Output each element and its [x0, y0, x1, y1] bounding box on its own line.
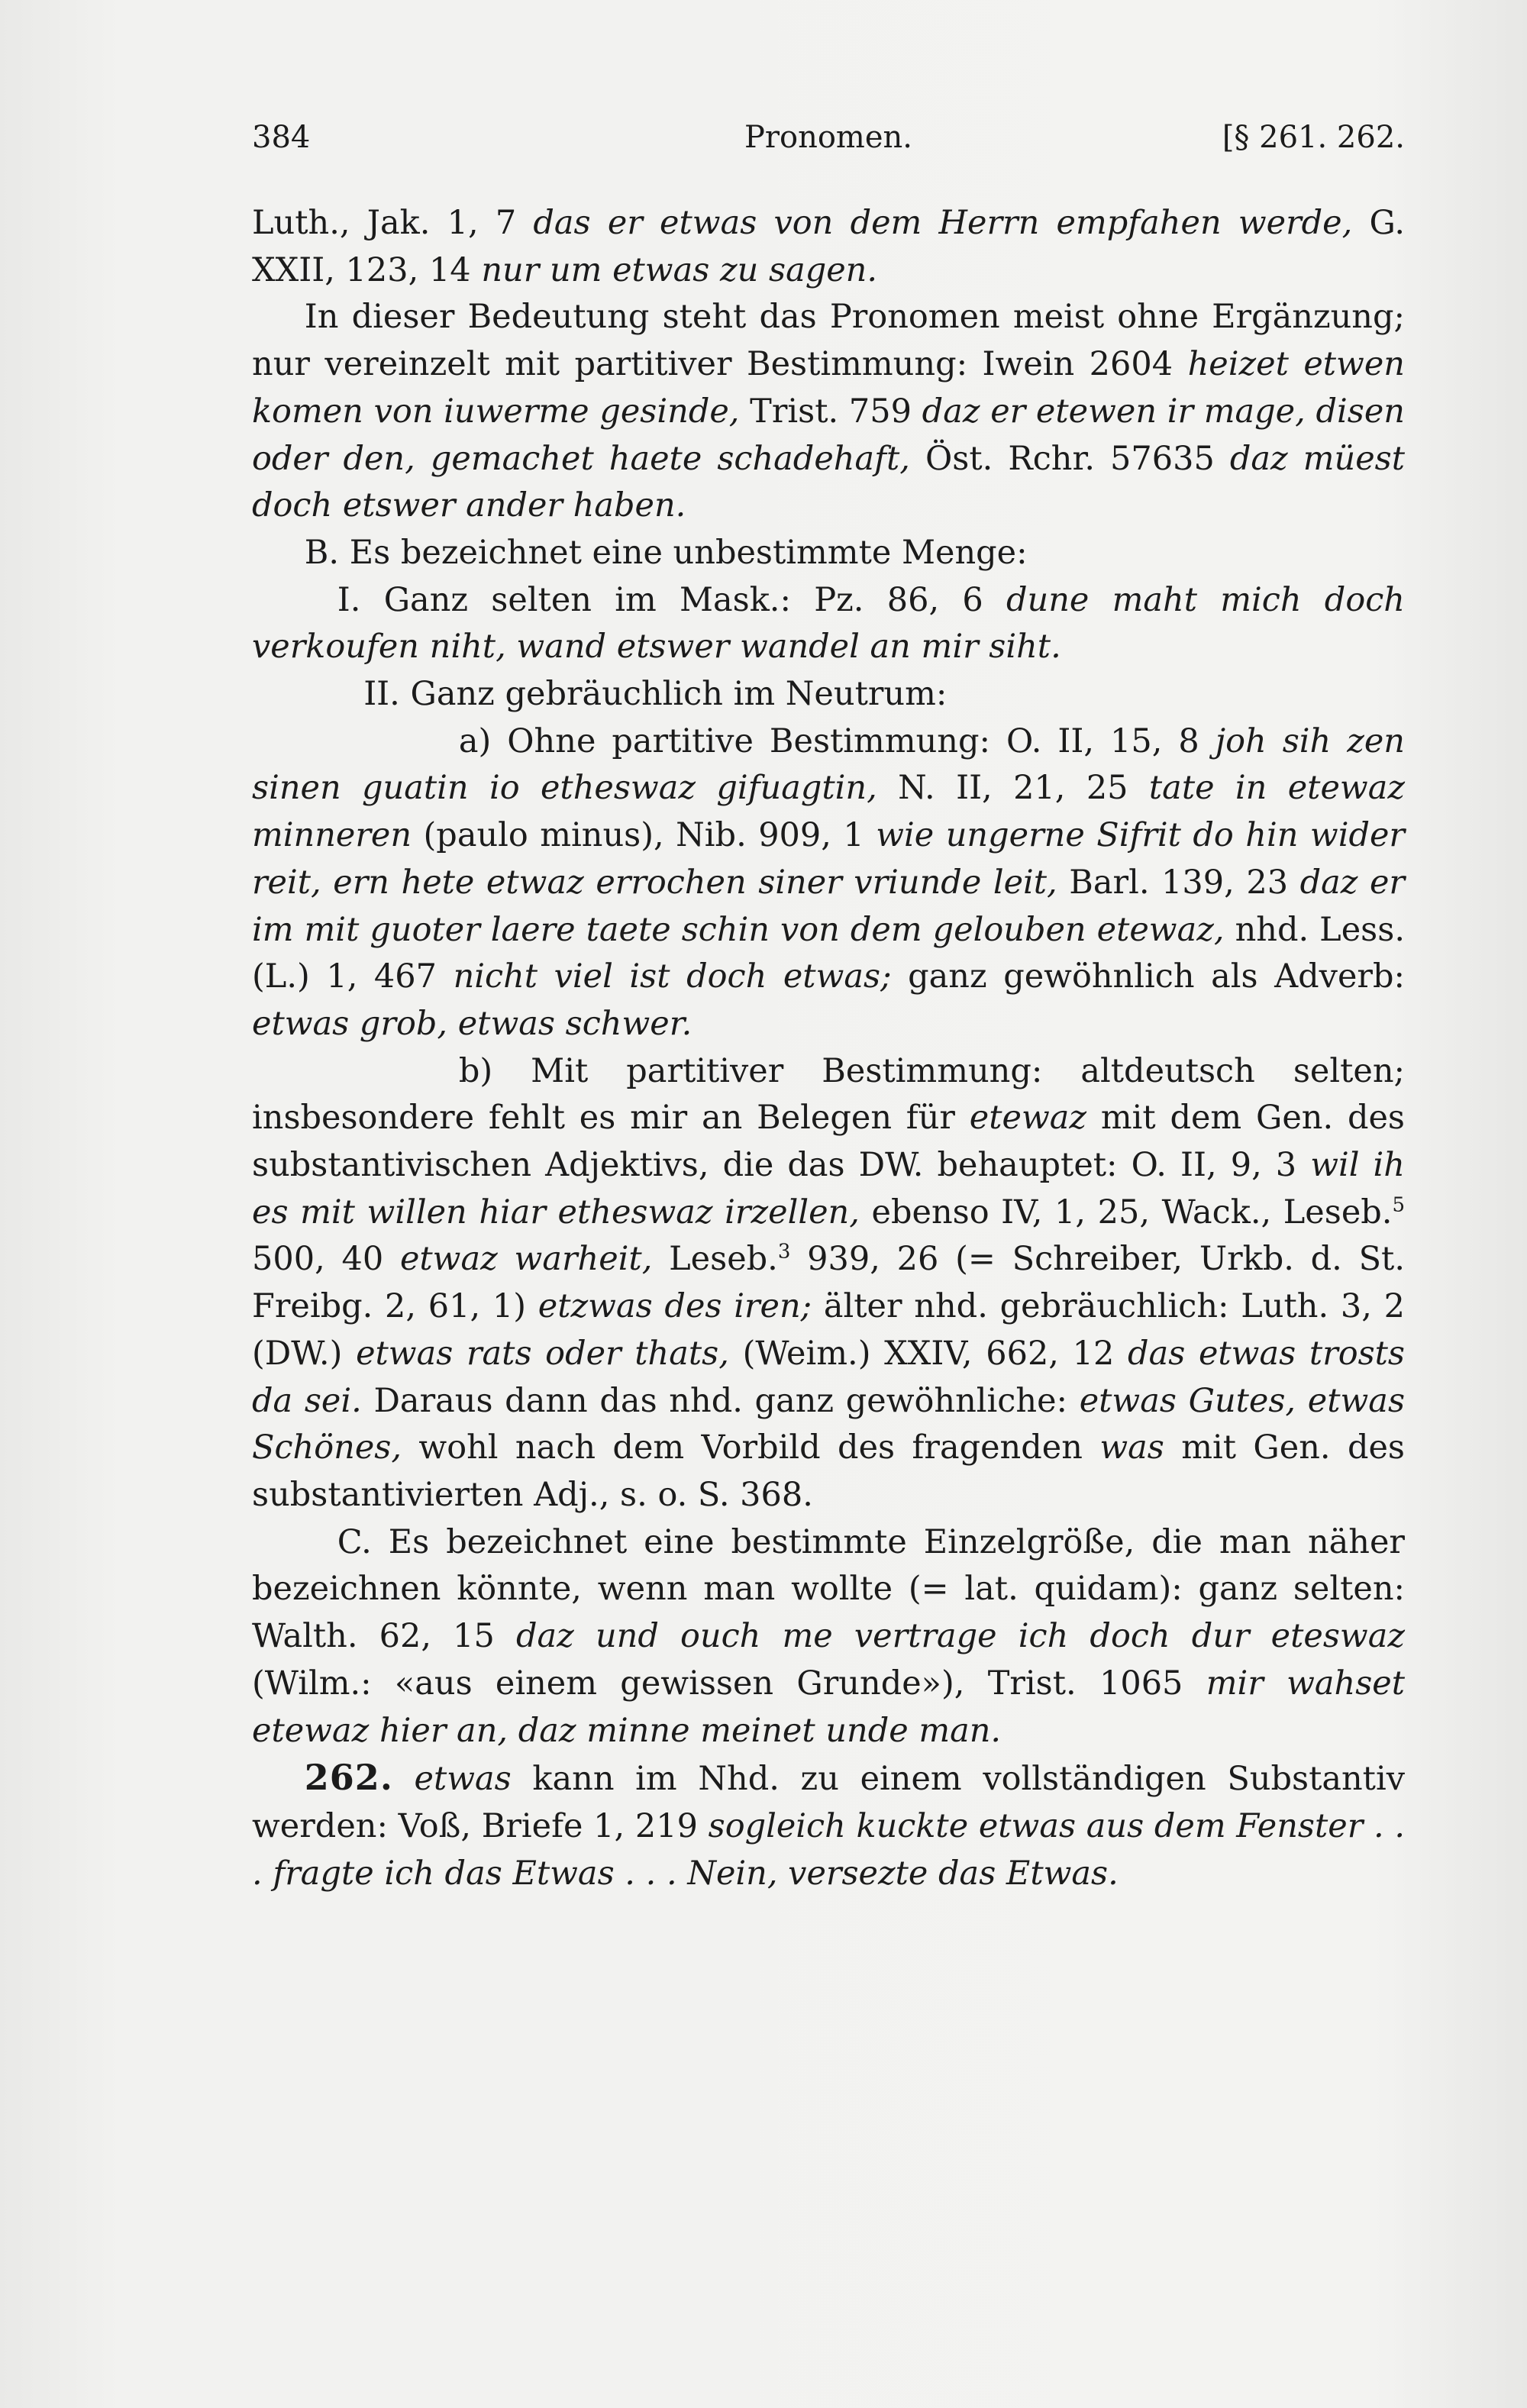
quote-run: was	[1099, 1428, 1164, 1467]
quote-run: wil ih es mit willen hiar etheswaz irzellen,	[252, 1146, 1405, 1231]
text-run: I. Ganz selten im Mask.: Pz. 86, 6	[337, 580, 1006, 619]
text-run: mit dem Gen. des substantivischen Adjektivs, die das DW. behauptet: O. II, 9, 3	[252, 1099, 1405, 1185]
text-run: B. Es bezeichnet eine unbestimmte Menge:	[304, 533, 1028, 572]
text-run: 939, 26 (= Schreiber, Urkb. d. St. Freibg. 2, 61, 1)	[252, 1240, 1405, 1326]
quote-run: das etwas trosts da sei.	[252, 1334, 1405, 1420]
text-run: G. XXII, 123, 14	[252, 204, 1405, 289]
paragraph-mask	[252, 577, 1405, 671]
quote-run: daz und ouch me vertrage ich doch dur eteswaz	[516, 1617, 1405, 1656]
quote-run: heizet etwen komen von iuwerme gesinde,	[252, 345, 1405, 431]
running-header	[252, 115, 1405, 160]
quote-run: mir wahset etewaz hier an, daz minne meinet unde man.	[252, 1664, 1405, 1750]
quote-run: wie ungerne Sifrit do hin wider reit, ern hete etwaz errochen siner vriunde leit,	[252, 816, 1405, 902]
text-run: Luth., Jak. 1, 7	[252, 204, 534, 242]
edition-superscript: 3	[777, 1241, 791, 1264]
text-run: II. Ganz gebräuchlich im Neutrum:	[363, 675, 948, 714]
text-run: Leseb.	[652, 1240, 778, 1279]
edition-superscript: 5	[1392, 1193, 1406, 1217]
running-title: Pronomen.	[744, 120, 913, 155]
page-number: 384	[252, 120, 311, 155]
paragraph-b-mit-partitiver	[252, 1048, 1405, 1519]
text-run: nhd. Less. (L.) 1, 467	[252, 910, 1405, 996]
quote-run: etwas	[414, 1760, 512, 1799]
quote-run: das er etwas von dem Herrn empfahen werde,	[533, 204, 1353, 242]
text-run: wohl nach dem Vorbild des fragenden	[402, 1428, 1100, 1467]
text-run: (Weim.) XXIV, 662, 12	[728, 1334, 1128, 1373]
section-reference: [§ 261. 262.	[1222, 120, 1405, 155]
paragraph-c-einzelgroesse	[252, 1519, 1405, 1755]
quote-run: dune maht mich doch verkoufen niht, wand etswer wandel an mir siht.	[252, 580, 1405, 667]
quote-run: tate in etewaz minneren	[252, 769, 1405, 855]
text-run: Öst. Rchr. 57635	[909, 439, 1230, 478]
text-run: a) Ohne partitive Bestimmung: O. II, 15, 8	[458, 721, 1215, 760]
text-run: Daraus dann das nhd. ganz gewöhnliche:	[361, 1381, 1080, 1420]
text-run: ebenso IV, 1, 25, Wack., Leseb.	[859, 1193, 1393, 1231]
quote-run: daz müest doch etswer ander haben.	[252, 439, 1405, 525]
quote-run: etwas grob, etwas schwer.	[252, 1004, 692, 1043]
quote-run: etwas rats oder thats,	[356, 1334, 729, 1373]
text-run: Barl. 139, 23	[1057, 863, 1300, 902]
text-run: 500, 40	[252, 1240, 400, 1279]
paragraph-luther-citation	[252, 200, 1405, 294]
quote-run: nur um etwas zu sagen.	[481, 250, 878, 289]
text-run: Trist. 759	[739, 392, 922, 431]
text-run: C. Es bezeichnet eine bestimmte Einzelgröße, die man näher bezeichnen könnte, wenn man wollte (= lat. quidam): ganz selten: Walth. 62, 15	[252, 1522, 1405, 1656]
heading-ii-neutrum	[252, 671, 1405, 718]
text-run: kann im Nhd. zu einem vollständigen Substantiv werden: Voß, Briefe 1, 219	[252, 1760, 1406, 1845]
text-run: mit Gen. des substantivierten Adj., s. o. S. 368.	[252, 1428, 1406, 1514]
text-run: N. II, 21, 25	[876, 769, 1149, 808]
text-run: (Wilm.: «aus einem gewissen Grunde»), Trist. 1065	[252, 1664, 1206, 1703]
quote-run: etwas Gutes, etwas Schönes,	[252, 1381, 1406, 1467]
quote-run: etewaz	[969, 1099, 1087, 1138]
heading-b-menge	[252, 530, 1405, 577]
body-text	[252, 200, 1405, 1897]
paragraph-a-ohne-partitive	[252, 718, 1405, 1048]
section-number: 262.	[304, 1757, 393, 1799]
paragraph-bedeutung	[252, 294, 1405, 530]
text-run: älter nhd. gebräuchlich: Luth. 3, 2 (DW.)	[252, 1287, 1405, 1373]
text-run: b) Mit partitiver Bestimmung: altdeutsch selten; insbesondere fehlt es mir an Belegen für	[252, 1051, 1405, 1138]
text-run: (paulo minus), Nib. 909, 1	[412, 816, 876, 855]
quote-run: sogleich kuckte etwas aus dem Fenster . . . fragte ich das Etwas . . . Nein, versezte das Etwas.	[252, 1806, 1405, 1893]
quote-run: nicht viel ist doch etwas;	[453, 957, 892, 996]
quote-run: etwaz warheit,	[399, 1240, 653, 1279]
text-run	[393, 1760, 415, 1798]
text-run: ganz gewöhnlich als Adverb:	[891, 957, 1405, 996]
quote-run: joh sih zen sinen guatin io etheswaz gifuagtin,	[252, 721, 1406, 808]
quote-run: daz er etewen ir mage, disen oder den, gemachet haete schadehaft,	[252, 392, 1405, 478]
text-run: In dieser Bedeutung steht das Pronomen meist ohne Ergänzung; nur vereinzelt mit partitiver Bestimmung: Iwein 2604	[252, 298, 1405, 384]
quote-run: daz er im mit guoter laere taete schin von dem gelouben etewaz,	[252, 863, 1405, 949]
section-262	[252, 1754, 1405, 1897]
quote-run: etzwas des iren;	[538, 1287, 812, 1326]
